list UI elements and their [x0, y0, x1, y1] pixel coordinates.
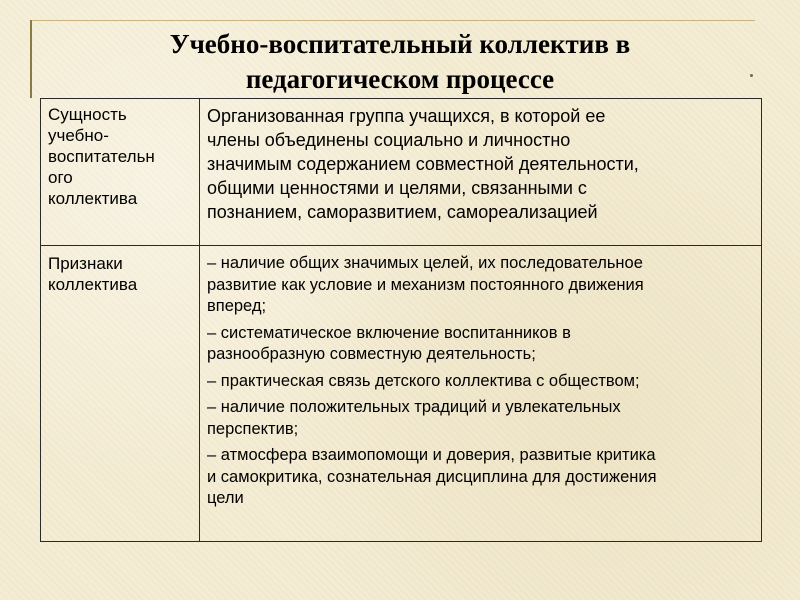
row-label-line: учебно-	[48, 126, 109, 145]
table-row-essence	[41, 99, 762, 246]
row-label	[48, 104, 193, 209]
list-item	[207, 253, 755, 318]
row-label-line: воспитательн	[48, 147, 155, 166]
definition-cell	[200, 99, 762, 246]
row-label-line: Признаки	[48, 254, 123, 273]
row-label	[48, 253, 193, 295]
list-item-line: развитие как условие и механизм постоянного движения	[207, 275, 644, 294]
list-item-line: перспектив;	[207, 419, 299, 438]
list-item-line: и самокритика, сознательная дисциплина для достижения	[207, 467, 657, 486]
row-label-cell	[41, 99, 200, 246]
list-item-line: – систематическое включение воспитанников в	[207, 323, 571, 342]
table-row-attributes	[41, 246, 762, 542]
list-item-line: – практическая связь детского коллектива с обществом;	[207, 371, 640, 390]
list-item	[207, 371, 755, 393]
row-label-line: Сущность	[48, 105, 127, 124]
list-item-line: вперед;	[207, 297, 267, 315]
row-label-line: коллектива	[48, 275, 138, 294]
definition-line: общими ценностями и целями, связанными с	[207, 178, 587, 198]
title-rule-left	[30, 20, 32, 98]
title-rule-top	[30, 20, 755, 21]
decorative-dot	[750, 74, 753, 77]
list-item-line: – наличие положительных традиций и увлекательных	[207, 398, 621, 416]
slide-title	[40, 27, 760, 97]
definition-line: познанием, саморазвитием, самореализацией	[207, 202, 598, 222]
row-label-line: коллектива	[48, 189, 138, 208]
definition-text	[207, 104, 755, 224]
list-item-line: – атмосфера взаимопомощи и доверия, развитые критика	[207, 446, 656, 464]
definition-line: члены объединены социально и личностно	[207, 130, 571, 150]
list-item-line: цели	[207, 489, 244, 507]
slide-title-line-2: педагогическом процессе	[245, 64, 555, 94]
row-label-line: ого	[48, 168, 73, 187]
attributes-cell	[200, 246, 762, 542]
list-item	[207, 323, 755, 366]
list-item-line: разнообразную совместную деятельность;	[207, 345, 536, 363]
definition-line: Организованная группа учащихся, в которой ее	[207, 106, 606, 126]
slide-title-line-1: Учебно-воспитательный коллектив в	[169, 29, 631, 59]
list-item	[207, 445, 755, 510]
definition-line: значимым содержанием совместной деятельности,	[207, 154, 639, 174]
list-item	[207, 397, 755, 440]
attributes-list	[207, 253, 755, 510]
list-item-line: – наличие общих значимых целей, их последовательное	[207, 254, 643, 272]
row-label-cell	[41, 246, 200, 542]
content-table	[40, 98, 762, 542]
